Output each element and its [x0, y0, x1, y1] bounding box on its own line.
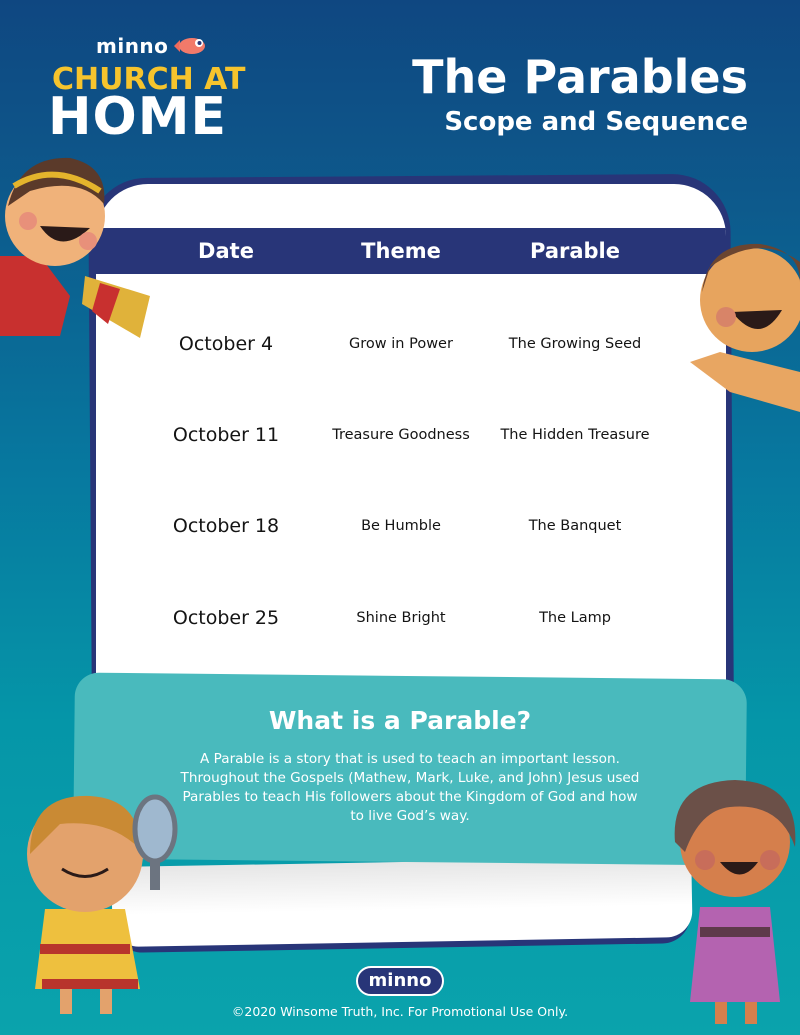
boy-with-magnifying-glass-illustration — [0, 784, 190, 1024]
girl-cheering-illustration — [660, 762, 800, 1032]
brand-church-at: CHURCH AT — [52, 62, 246, 97]
cell-date: October 4 — [178, 333, 274, 355]
footer-minno-logo: minno — [356, 966, 444, 996]
column-header-theme: Theme — [361, 239, 441, 263]
cell-date: October 25 — [172, 607, 280, 629]
bottom-card — [111, 857, 692, 947]
page-title: The Parables — [412, 50, 748, 104]
column-header-date: Date — [198, 239, 254, 263]
cell-date: October 11 — [172, 424, 280, 446]
fish-mascot-icon — [172, 36, 208, 56]
table-header — [96, 228, 726, 274]
cell-parable: The Hidden Treasure — [500, 426, 650, 443]
cell-theme: Shine Bright — [356, 610, 446, 626]
info-body: A Parable is a story that is used to teach an important lesson. Throughout the Gospels (Mathew, Mark, Luke, and John) Jesus used Parables to teach His followers about the Kingdom of God and how to live God’s way. — [180, 751, 640, 824]
minno-logo: minno — [96, 34, 169, 58]
schedule-card — [96, 184, 726, 694]
table-row — [96, 588, 726, 648]
copyright-text: ©2020 Winsome Truth, Inc. For Promotional Use Only. — [231, 1004, 569, 1019]
cell-theme: Grow in Power — [349, 336, 453, 352]
cell-date: October 18 — [172, 515, 280, 537]
column-header-parable: Parable — [530, 239, 620, 263]
cell-theme: Be Humble — [361, 518, 441, 534]
page-subtitle: Scope and Sequence — [444, 107, 748, 137]
info-title: What is a Parable? — [268, 706, 532, 735]
cell-parable: The Growing Seed — [508, 335, 642, 352]
table-row — [96, 314, 726, 374]
cell-parable: The Lamp — [539, 609, 611, 626]
girl-with-megaphone-illustration — [0, 146, 170, 346]
boy-waving-illustration — [690, 222, 800, 412]
table-row — [96, 405, 726, 465]
brand-home: HOME — [48, 87, 227, 147]
cell-theme: Treasure Goodness — [332, 427, 470, 443]
cell-parable: The Banquet — [528, 517, 622, 534]
table-row — [96, 496, 726, 556]
